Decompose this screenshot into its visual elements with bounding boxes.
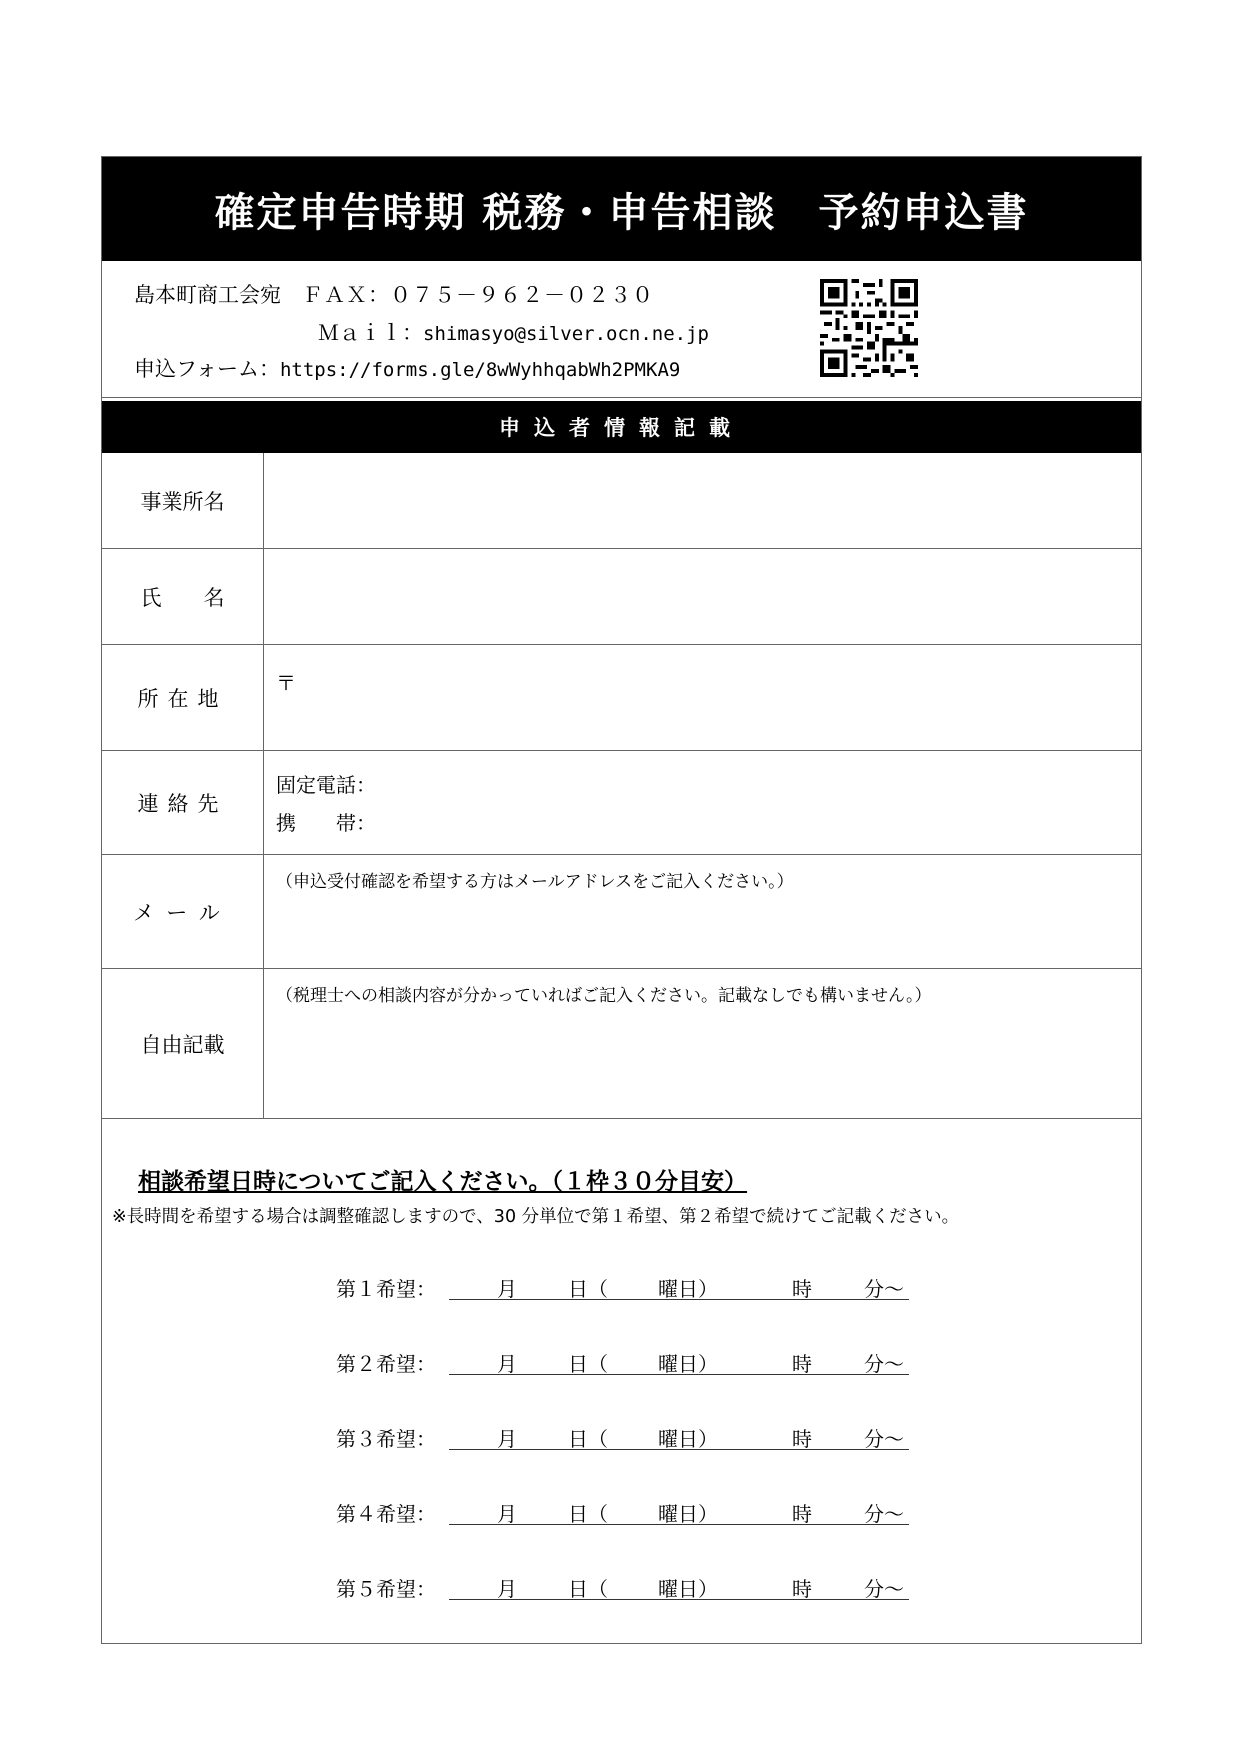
preference-row xyxy=(102,1344,1141,1378)
mail-line xyxy=(318,317,709,347)
form-line xyxy=(134,353,680,383)
month-unit: 月 xyxy=(497,1427,517,1451)
name-input[interactable] xyxy=(264,549,1141,644)
month-unit: 月 xyxy=(497,1502,517,1526)
free-text-row xyxy=(102,969,1141,1119)
weekday-unit: 曜日） xyxy=(658,1577,718,1601)
free-text-label: 自由記載 xyxy=(102,969,264,1118)
minute-unit: 分～ xyxy=(864,1502,904,1526)
minute-unit: 分～ xyxy=(864,1577,904,1601)
mail-address[interactable]: shimasyo@silver.ocn.ne.jp xyxy=(423,323,709,345)
fax-number: ＦＡＸ：０７５－９６２－０２３０ xyxy=(302,283,654,307)
email-label: メール xyxy=(102,855,264,968)
name-row xyxy=(102,549,1141,645)
day-unit: 日（ xyxy=(568,1577,608,1601)
hour-unit: 時 xyxy=(792,1352,812,1376)
landline-label: 固定電話： xyxy=(276,773,376,797)
minute-unit: 分～ xyxy=(864,1352,904,1376)
weekday-unit: 曜日） xyxy=(658,1352,718,1376)
recipient: 島本町商工会宛 xyxy=(134,283,281,307)
schedule-title: 相談希望日時についてご記入ください。（１枠３０分目安） xyxy=(138,1169,748,1195)
mobile-label: 携 帯： xyxy=(276,811,376,835)
hour-unit: 時 xyxy=(792,1502,812,1526)
schedule-note: ※長時間を希望する場合は調整確認しますので、30 分単位で第１希望、第２希望で続けてご記載ください。 xyxy=(112,1207,960,1227)
mobile-input[interactable] xyxy=(392,801,1141,839)
day-unit: 日（ xyxy=(568,1502,608,1526)
address-label: 所在地 xyxy=(102,645,264,750)
month-unit: 月 xyxy=(497,1352,517,1376)
mail-label: Ｍａｉｌ： xyxy=(318,321,423,345)
qr-code-icon xyxy=(820,279,918,377)
business-name-label: 事業所名 xyxy=(102,453,264,548)
address-row xyxy=(102,645,1141,751)
email-input[interactable] xyxy=(264,895,1141,968)
business-name-input[interactable] xyxy=(264,453,1141,548)
name-label: 氏 名 xyxy=(102,549,264,644)
contact-label: 連絡先 xyxy=(102,751,264,854)
month-unit: 月 xyxy=(497,1277,517,1301)
email-note: （申込受付確認を希望する方はメールアドレスをご記入ください。） xyxy=(276,872,794,892)
contact-row xyxy=(102,751,1141,855)
form-url-link[interactable]: https://forms.gle/8wWyhhqabWh2PMKA9 xyxy=(279,359,681,381)
address-input[interactable] xyxy=(302,645,1141,750)
postal-mark: 〒 xyxy=(276,671,296,695)
weekday-unit: 曜日） xyxy=(658,1277,718,1301)
hour-unit: 時 xyxy=(792,1277,812,1301)
business-name-row xyxy=(102,453,1141,549)
preference-label: 第１希望： xyxy=(336,1277,436,1301)
day-unit: 日（ xyxy=(568,1277,608,1301)
day-unit: 日（ xyxy=(568,1352,608,1376)
preference-row xyxy=(102,1569,1141,1603)
preference-row xyxy=(102,1269,1141,1303)
form-title: 確定申告時期 税務・申告相談 予約申込書 xyxy=(102,157,1141,261)
preference-row xyxy=(102,1419,1141,1453)
form-label: 申込フォーム： xyxy=(134,357,280,381)
contact-info xyxy=(102,261,1141,398)
minute-unit: 分～ xyxy=(864,1427,904,1451)
weekday-unit: 曜日） xyxy=(658,1427,718,1451)
preference-label: 第５希望： xyxy=(336,1577,436,1601)
hour-unit: 時 xyxy=(792,1577,812,1601)
minute-unit: 分～ xyxy=(864,1277,904,1301)
email-row xyxy=(102,855,1141,969)
hour-unit: 時 xyxy=(792,1427,812,1451)
landline-input[interactable] xyxy=(392,761,1141,799)
day-unit: 日（ xyxy=(568,1427,608,1451)
free-text-input[interactable] xyxy=(264,1009,1141,1118)
preference-label: 第２希望： xyxy=(336,1352,436,1376)
preference-label: 第３希望： xyxy=(336,1427,436,1451)
application-form xyxy=(101,156,1142,1644)
month-unit: 月 xyxy=(497,1577,517,1601)
free-text-note: （税理士への相談内容が分かっていればご記入ください。記載なしでも構いません。） xyxy=(276,986,932,1006)
applicant-info-header: 申込者情報記載 xyxy=(102,401,1141,453)
preference-label: 第４希望： xyxy=(336,1502,436,1526)
weekday-unit: 曜日） xyxy=(658,1502,718,1526)
preference-row xyxy=(102,1494,1141,1528)
